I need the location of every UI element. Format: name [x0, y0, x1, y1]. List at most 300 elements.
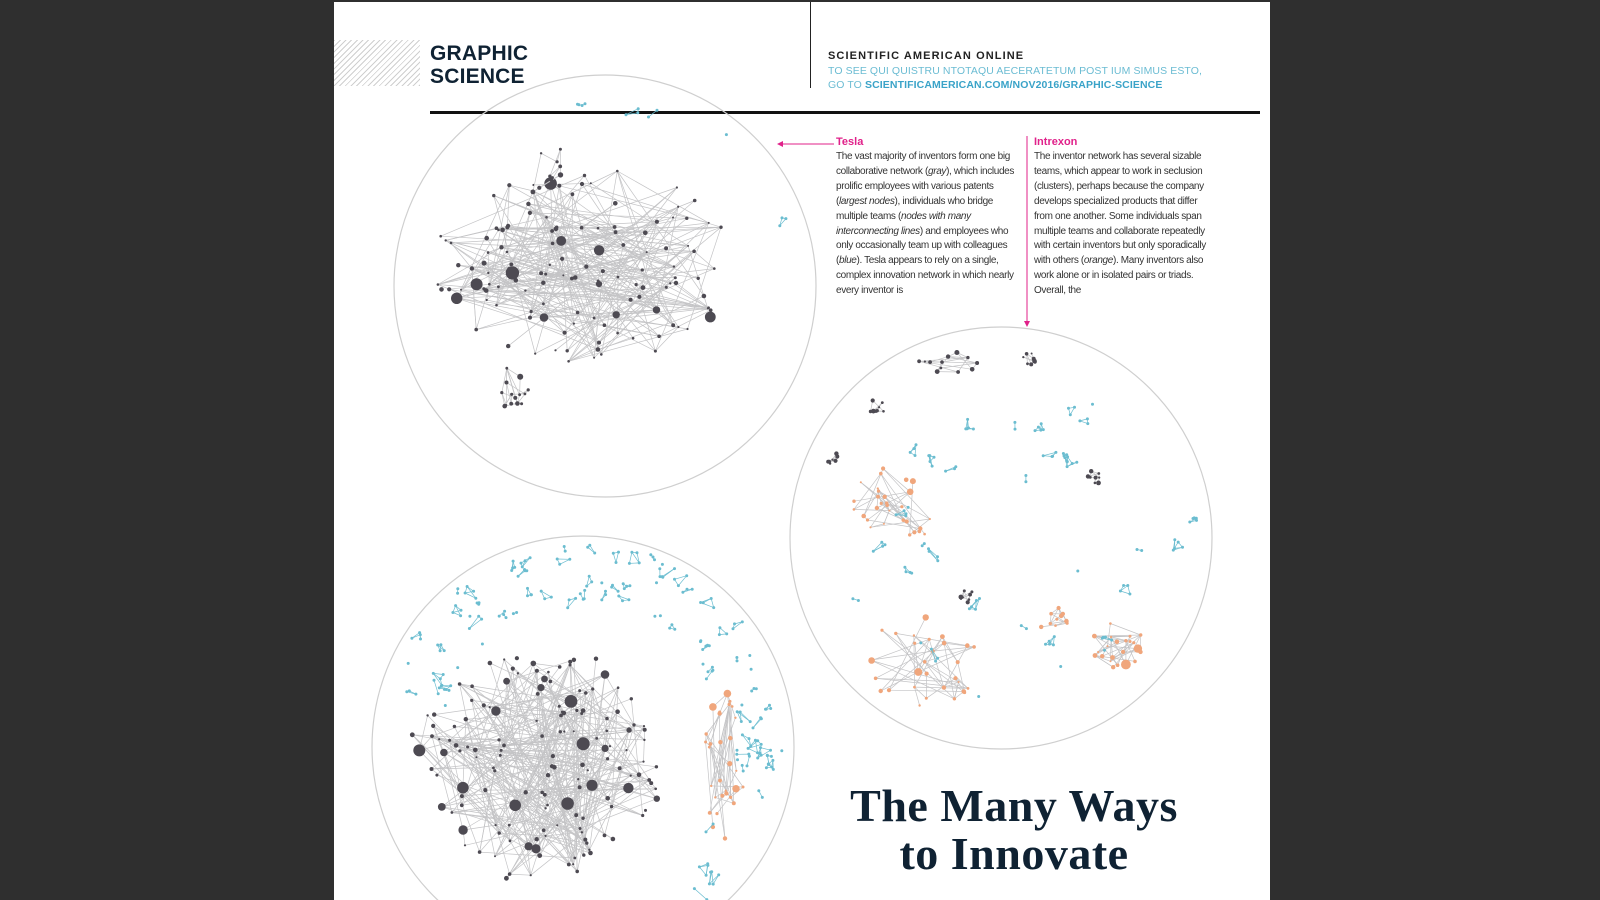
network-node [563, 730, 565, 732]
network-node [407, 662, 410, 665]
network-node [576, 103, 579, 106]
network-node [563, 331, 567, 335]
network-node [975, 599, 978, 602]
network-node [505, 225, 509, 229]
network-node [613, 311, 620, 318]
network-node [748, 755, 751, 758]
network-node [584, 265, 588, 269]
network-node [736, 749, 739, 752]
network-node [510, 393, 513, 396]
network-node [484, 288, 489, 293]
network-edge [629, 552, 632, 563]
network-node [572, 658, 576, 662]
network-node [831, 459, 833, 461]
node-group [741, 733, 752, 747]
network-node [601, 670, 610, 679]
node-group [718, 626, 728, 636]
node-group [653, 615, 656, 618]
node-group [1076, 570, 1079, 573]
network-node [544, 807, 546, 809]
network-node [456, 666, 459, 669]
network-node [498, 831, 501, 834]
network-node [567, 360, 570, 363]
network-node [570, 277, 574, 281]
network-node [1181, 546, 1184, 549]
network-node [903, 566, 906, 569]
network-node [515, 656, 519, 660]
network-node [1063, 454, 1066, 457]
network-node [1110, 636, 1112, 638]
network-node [647, 116, 650, 119]
network-node [1024, 474, 1027, 477]
network-node [653, 558, 656, 561]
network-node [1101, 637, 1104, 640]
network-node [410, 637, 413, 640]
network-node [579, 827, 582, 830]
network-node [426, 714, 428, 716]
network-node [605, 796, 610, 801]
network-node [604, 590, 607, 593]
network-node [579, 592, 582, 595]
intrexon-network-circle [790, 327, 1212, 749]
network-node [754, 739, 757, 742]
network-node [550, 178, 554, 182]
network-node [419, 633, 422, 636]
network-edge [560, 559, 570, 564]
network-edge [694, 251, 714, 268]
network-node [953, 697, 956, 700]
network-node [749, 745, 752, 748]
network-node [636, 551, 639, 554]
network-node [432, 672, 435, 675]
network-node [442, 673, 445, 676]
network-node [548, 175, 551, 178]
network-node [869, 526, 871, 528]
node-group [1119, 584, 1132, 596]
network-node [718, 626, 721, 629]
network-node [431, 724, 435, 728]
network-node [643, 728, 647, 732]
online-text-prefix: GO TO [828, 79, 865, 91]
network-node [760, 754, 763, 757]
network-node [500, 228, 505, 233]
network-node [736, 758, 739, 761]
headline [804, 782, 1224, 878]
network-node [857, 599, 860, 602]
network-node [711, 666, 714, 669]
network-node [558, 165, 562, 169]
network-node [1052, 643, 1055, 646]
network-node [750, 690, 753, 693]
network-node [1055, 618, 1058, 621]
network-node [860, 481, 862, 483]
network-node [505, 381, 509, 385]
network-node [481, 643, 484, 646]
network-node [588, 849, 590, 851]
node-group [944, 465, 957, 472]
network-node [541, 281, 545, 285]
network-node [933, 456, 936, 459]
network-node [613, 225, 617, 229]
intrexon-network [826, 350, 1198, 707]
network-node [616, 332, 619, 335]
network-node [732, 627, 735, 630]
network-node [1129, 635, 1132, 638]
node-group [625, 107, 640, 116]
node-group [481, 643, 484, 646]
network-node [956, 370, 960, 374]
network-edge [507, 383, 512, 404]
network-node [464, 844, 466, 846]
network-node [610, 586, 613, 589]
network-node [760, 743, 763, 746]
network-node [556, 824, 558, 826]
network-node [1096, 481, 1101, 486]
network-edge [510, 874, 531, 875]
network-node [656, 109, 659, 112]
network-node [750, 668, 753, 671]
network-node [718, 633, 721, 636]
network-node [454, 743, 459, 748]
network-node [517, 672, 519, 674]
network-node [1024, 480, 1027, 483]
network-node [1094, 482, 1097, 485]
network-node [749, 720, 752, 723]
node-group [1024, 474, 1027, 483]
node-group [1172, 538, 1184, 551]
network-node [910, 478, 916, 484]
network-node [1140, 549, 1143, 552]
network-node [771, 759, 774, 762]
network-node [1064, 619, 1069, 624]
network-edge [593, 689, 597, 738]
online-text-line1: TO SEE QUI QUISTRU NTOTAQU AECERATETUM POST IUM SIMUS ESTO, [828, 65, 1203, 77]
network-node [905, 519, 909, 523]
network-node [654, 796, 660, 802]
network-node [557, 184, 561, 188]
network-node [669, 282, 671, 284]
network-node [625, 585, 628, 588]
network-node [1061, 612, 1065, 616]
node-group [1067, 406, 1076, 416]
network-node [542, 302, 545, 305]
network-node [741, 733, 744, 736]
network-node [720, 794, 724, 798]
network-edge [509, 185, 533, 191]
network-node [1107, 645, 1109, 647]
node-group [628, 551, 641, 565]
network-node [1049, 612, 1053, 616]
network-node [559, 730, 562, 733]
network-node [626, 727, 631, 732]
network-node [636, 111, 639, 114]
network-node [735, 770, 737, 772]
network-node [470, 699, 473, 702]
network-node [1121, 650, 1125, 654]
network-node [766, 754, 769, 757]
network-edge [550, 149, 561, 176]
node-group [909, 443, 918, 457]
network-node [953, 467, 956, 470]
network-node [913, 634, 915, 636]
node-group [780, 749, 783, 752]
network-node [535, 669, 539, 673]
network-node [613, 201, 618, 206]
network-edge [1108, 624, 1111, 647]
network-node [596, 347, 601, 352]
network-node [972, 645, 976, 649]
network-node [460, 794, 464, 798]
network-node [707, 306, 710, 309]
network-edge [872, 661, 955, 699]
network-edges [1041, 608, 1067, 627]
network-node [1097, 472, 1100, 475]
network-edge [748, 748, 757, 752]
network-node [968, 607, 971, 610]
network-node [413, 744, 425, 756]
network-node [1059, 665, 1062, 668]
network-node [647, 778, 651, 782]
network-node [511, 567, 514, 570]
network-edge [616, 552, 619, 562]
node-group [456, 587, 459, 595]
network-node [509, 840, 512, 843]
network-node [685, 574, 688, 577]
network-edge [434, 680, 438, 694]
network-edge [896, 633, 968, 645]
network-node [877, 490, 880, 493]
network-node [575, 870, 579, 874]
network-node [923, 533, 926, 536]
network-node [591, 687, 594, 690]
network-node [531, 190, 536, 195]
network-node [504, 876, 509, 881]
network-edge [761, 748, 771, 751]
network-node [615, 561, 618, 564]
node-group [556, 558, 572, 566]
network-node [1177, 541, 1180, 544]
network-node [600, 598, 603, 601]
node-group [668, 623, 676, 631]
network-node [895, 513, 898, 516]
network-node [962, 596, 964, 598]
network-node [894, 632, 897, 635]
network-node [437, 692, 440, 695]
network-node [942, 641, 947, 646]
network-node [931, 465, 934, 468]
network-node [630, 775, 632, 777]
network-node [438, 803, 446, 811]
network-node [853, 508, 856, 511]
network-node [584, 102, 587, 105]
network-edge [753, 719, 761, 728]
network-node [1192, 517, 1195, 520]
network-node [1029, 362, 1033, 366]
network-node [868, 657, 875, 664]
network-node [454, 604, 457, 607]
network-node [517, 575, 520, 578]
network-node [438, 738, 440, 740]
node-group [661, 563, 664, 566]
node-group [464, 585, 478, 600]
network-node [710, 597, 713, 600]
network-node [877, 487, 879, 489]
network-node [761, 796, 764, 799]
node-group [750, 687, 755, 693]
network-node [653, 306, 660, 313]
network-edge [502, 368, 507, 392]
network-node [913, 686, 916, 689]
network-node [742, 770, 745, 773]
network-node [508, 872, 512, 876]
network-node [540, 152, 542, 154]
network-node [714, 796, 716, 798]
node-group [1078, 417, 1089, 425]
network-node [635, 283, 638, 286]
network-node [571, 192, 575, 196]
network-node [456, 587, 459, 590]
network-node [495, 304, 498, 307]
section-title-line1: GRAPHIC [430, 42, 529, 65]
network-node [699, 639, 702, 642]
network-edge [873, 542, 882, 551]
node-group [702, 663, 705, 666]
online-url-link[interactable]: SCIENTIFICAMERICAN.COM/NOV2016/GRAPHIC-SCIENCE [864, 79, 1163, 91]
network-node [968, 593, 972, 597]
network-node [545, 216, 548, 219]
network-node [602, 745, 609, 752]
network-node [573, 730, 575, 732]
network-node [472, 590, 475, 593]
network-node [917, 359, 921, 363]
network-node [476, 602, 479, 605]
network-node [573, 323, 575, 325]
network-node [972, 428, 975, 431]
network-node [742, 786, 745, 789]
network-node [437, 283, 440, 286]
network-edge [944, 646, 967, 688]
network-node [665, 286, 668, 289]
network-node [507, 267, 511, 271]
network-node [712, 823, 715, 826]
node-group [566, 597, 577, 609]
network-node [903, 509, 906, 512]
network-node [918, 530, 922, 534]
network-node [697, 277, 700, 280]
network-node [520, 562, 523, 565]
network-node [705, 732, 708, 735]
network-node [934, 660, 937, 663]
network-node [560, 257, 564, 261]
node-group [1042, 451, 1058, 458]
network-node [676, 186, 678, 188]
network-node [572, 863, 574, 865]
network-node [1173, 538, 1176, 541]
network-node [552, 765, 557, 770]
network-node [458, 749, 461, 752]
network-node [601, 269, 605, 273]
network-node [1110, 655, 1115, 660]
network-node [927, 454, 930, 457]
network-node [1110, 639, 1113, 642]
network-node [731, 705, 734, 708]
network-node [1086, 422, 1089, 425]
network-node [540, 734, 544, 738]
network-node [540, 590, 543, 593]
network-node [654, 788, 657, 791]
network-node [880, 541, 883, 544]
network-node [566, 606, 569, 609]
headline-line1: The Many Ways [850, 780, 1178, 831]
network-node [445, 239, 447, 241]
network-node [765, 708, 768, 711]
network-node [975, 361, 979, 365]
network-node [925, 697, 928, 700]
node-group [655, 581, 658, 584]
network-edge [662, 569, 674, 577]
tesla-caption [836, 150, 1018, 299]
node-group [740, 704, 743, 707]
network-node [432, 712, 436, 716]
network-node [580, 712, 583, 715]
network-node [542, 828, 546, 832]
network-edge [644, 730, 645, 762]
network-node [488, 283, 491, 286]
network-node [747, 747, 750, 750]
network-node [715, 812, 718, 815]
network-node [458, 825, 467, 834]
network-node [929, 518, 931, 520]
network-node [692, 250, 696, 254]
network-node [836, 456, 839, 459]
intrexon-caption-text: ). Many inventors also work alone or in isolated pairs or triads. Overall, the [1034, 255, 1204, 297]
network-node [546, 804, 549, 807]
network-node [580, 763, 585, 768]
network-node [641, 285, 646, 290]
network-node [685, 217, 688, 220]
network-node [586, 780, 597, 791]
network-node [1057, 606, 1061, 610]
network-node [885, 501, 888, 504]
network-node [711, 669, 714, 672]
network-node [524, 559, 527, 562]
network-edge [649, 110, 658, 117]
node-group [699, 597, 715, 609]
network-node [512, 560, 515, 563]
network-node [637, 295, 641, 299]
network-node [686, 588, 689, 591]
network-node [482, 261, 487, 266]
network-node [1110, 660, 1112, 662]
network-node [905, 570, 908, 573]
node-group [673, 574, 688, 587]
network-node [674, 281, 678, 285]
node-group [764, 704, 772, 711]
network-edge [706, 714, 720, 743]
network-node [966, 600, 970, 604]
network-node [1078, 419, 1081, 422]
network-edge [873, 546, 882, 551]
network-node [699, 601, 702, 604]
network-node [549, 264, 551, 266]
network-node [526, 587, 529, 590]
network-node [691, 588, 694, 591]
network-node [967, 427, 970, 430]
node-group [919, 641, 922, 644]
node-group [927, 547, 939, 562]
network-node [970, 367, 975, 372]
node-group [622, 582, 632, 590]
